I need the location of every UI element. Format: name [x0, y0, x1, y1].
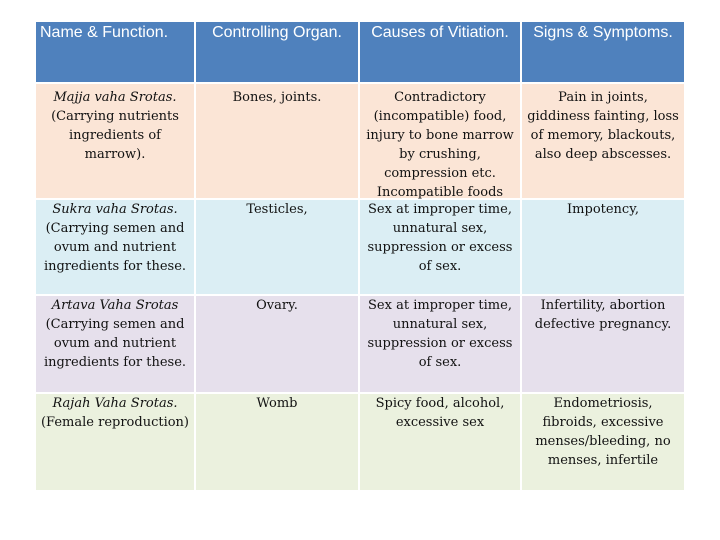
header-row: [36, 22, 684, 84]
name-cell: [36, 394, 196, 492]
header-causes: Causes of Vitiation.: [360, 22, 522, 84]
organ-cell: Bones, joints.: [196, 84, 360, 200]
symptoms-cell: Infertility, abortion defective pregnancy.: [522, 296, 684, 394]
srotas-name: Majja vaha Srotas.: [53, 90, 177, 105]
causes-cell: Spicy food, alcohol, excessive sex: [360, 394, 522, 492]
symptoms-cell: Pain in joints, giddiness fainting, loss of memory, blackouts, also deep abscesses.: [522, 84, 684, 200]
causes-cell: Contradictory (incompatible) food, injury to bone marrow by crushing, compression etc. Incompatible foods: [360, 84, 522, 200]
srotas-name: Artava Vaha Srotas: [51, 298, 179, 313]
name-cell: [36, 84, 196, 200]
srotas-name: Sukra vaha Srotas.: [52, 202, 178, 217]
table-row: [36, 394, 684, 492]
srotas-function: (Carrying semen and ovum and nutrient ingredients for these.: [43, 221, 187, 274]
srotas-function: (Carrying nutrients ingredients of marrow).: [51, 109, 179, 162]
symptoms-cell: Endometriosis, fibroids, excessive menses/bleeding, no menses, infertile: [522, 394, 684, 492]
srotas-name: Rajah Vaha Srotas.: [52, 396, 178, 411]
organ-cell: Ovary.: [196, 296, 360, 394]
header-symptoms: Signs & Symptoms.: [522, 22, 684, 84]
table-row: [36, 296, 684, 394]
organ-cell: Womb: [196, 394, 360, 492]
causes-cell: Sex at improper time, unnatural sex, suppression or excess of sex.: [360, 296, 522, 394]
header-controlling-organ: Controlling Organ.: [196, 22, 360, 84]
srotas-table: [36, 22, 684, 492]
name-cell: [36, 296, 196, 394]
srotas-function: (Carrying semen and ovum and nutrient ingredients for these.: [43, 317, 187, 370]
organ-cell: Testicles,: [196, 200, 360, 296]
table-row: [36, 200, 684, 296]
causes-cell: Sex at improper time, unnatural sex, suppression or excess of sex.: [360, 200, 522, 296]
name-cell: [36, 200, 196, 296]
srotas-function: (Female reproduction): [40, 415, 190, 430]
table-row: [36, 84, 684, 200]
symptoms-cell: Impotency,: [522, 200, 684, 296]
header-name-function: Name & Function.: [36, 22, 196, 84]
